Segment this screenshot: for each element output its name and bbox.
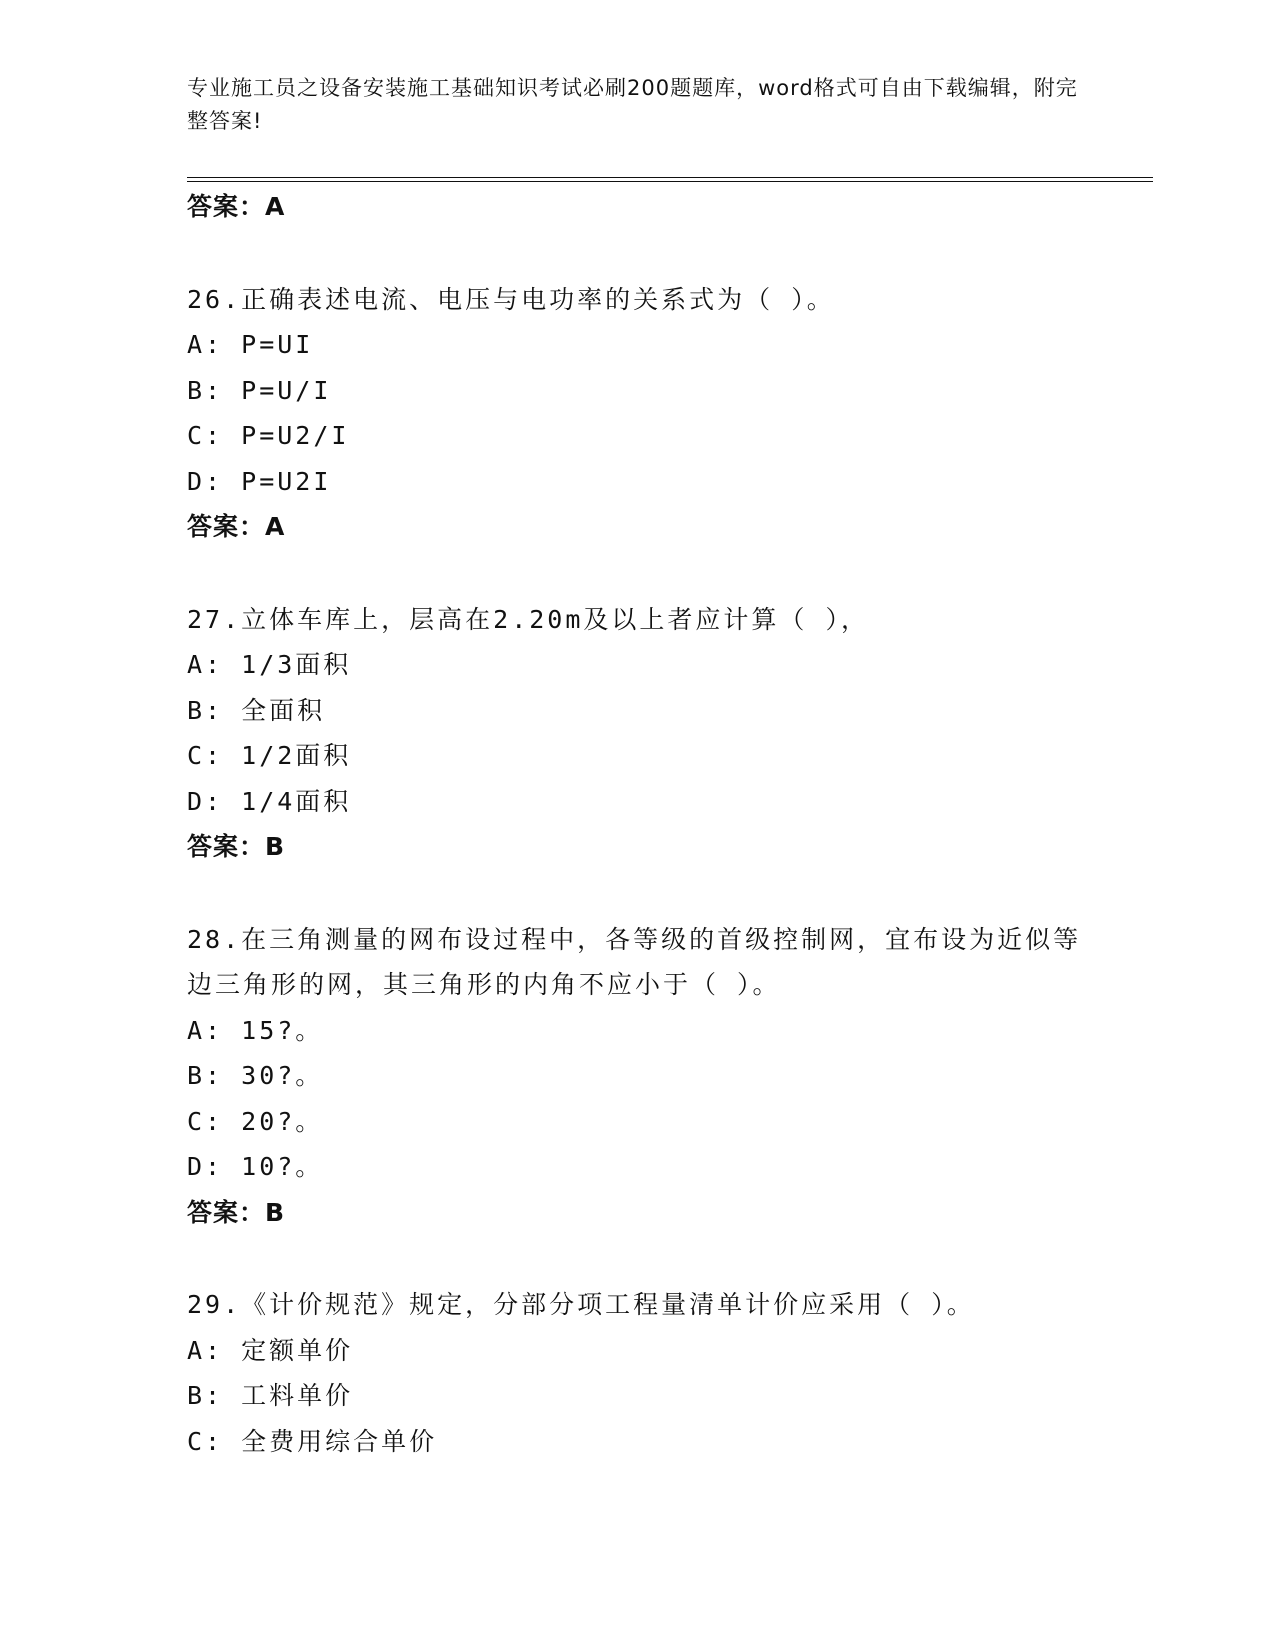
- option-b: B: P=U/I: [187, 375, 332, 405]
- answer-line: 答案：A: [187, 192, 286, 221]
- question-28: [187, 917, 1087, 1236]
- option-c: C: P=U2/I: [187, 421, 350, 450]
- option-c: C: 1/2面积: [187, 741, 352, 770]
- document-header: 专业施工员之设备安装施工基础知识考试必刷200题题库，word格式可自由下载编辑，附完整答案!: [187, 76, 1078, 133]
- answer-line: 答案：B: [187, 1197, 286, 1227]
- option-d: D: 1/4面积: [187, 786, 352, 816]
- option-c: C: 全费用综合单价: [187, 1426, 438, 1456]
- option-b: B: 30?。: [187, 1061, 324, 1090]
- option-a: A: 15?。: [187, 1015, 324, 1045]
- option-c: C: 20?。: [187, 1106, 324, 1136]
- option-d: D: 10?。: [187, 1152, 324, 1181]
- option-b: B: 工料单价: [187, 1381, 354, 1410]
- question-stem: 29.《计价规范》规定，分部分项工程量清单计价应采用（ ）。: [187, 1290, 975, 1319]
- option-a: A: 1/3面积: [187, 650, 352, 679]
- answer-line: 答案：B: [187, 832, 286, 861]
- header-double-rule: [187, 177, 1153, 182]
- answer-line: 答案：A: [187, 512, 286, 541]
- question-26: [187, 277, 1087, 550]
- question-stem: 28.在三角测量的网布设过程中，各等级的首级控制网，宜布设为近似等边三角形的网，其三角形的内角不应小于（ ）。: [187, 924, 1082, 999]
- option-a: A: P=UI: [187, 330, 314, 359]
- spacer: [187, 230, 1087, 277]
- option-d: D: P=U2I: [187, 466, 332, 496]
- question-stem: 26.正确表述电流、电压与电功率的关系式为（ ）。: [187, 284, 835, 314]
- document-body: [187, 184, 1087, 1464]
- question-stem: 27.立体车库上，层高在2.20m及以上者应计算（ ），: [187, 604, 869, 634]
- question-27: [187, 597, 1087, 870]
- spacer: [187, 1235, 1087, 1282]
- option-b: B: 全面积: [187, 695, 326, 725]
- spacer: [187, 870, 1087, 917]
- spacer: [187, 550, 1087, 597]
- option-a: A: 定额单价: [187, 1335, 354, 1365]
- question-29: [187, 1282, 1087, 1464]
